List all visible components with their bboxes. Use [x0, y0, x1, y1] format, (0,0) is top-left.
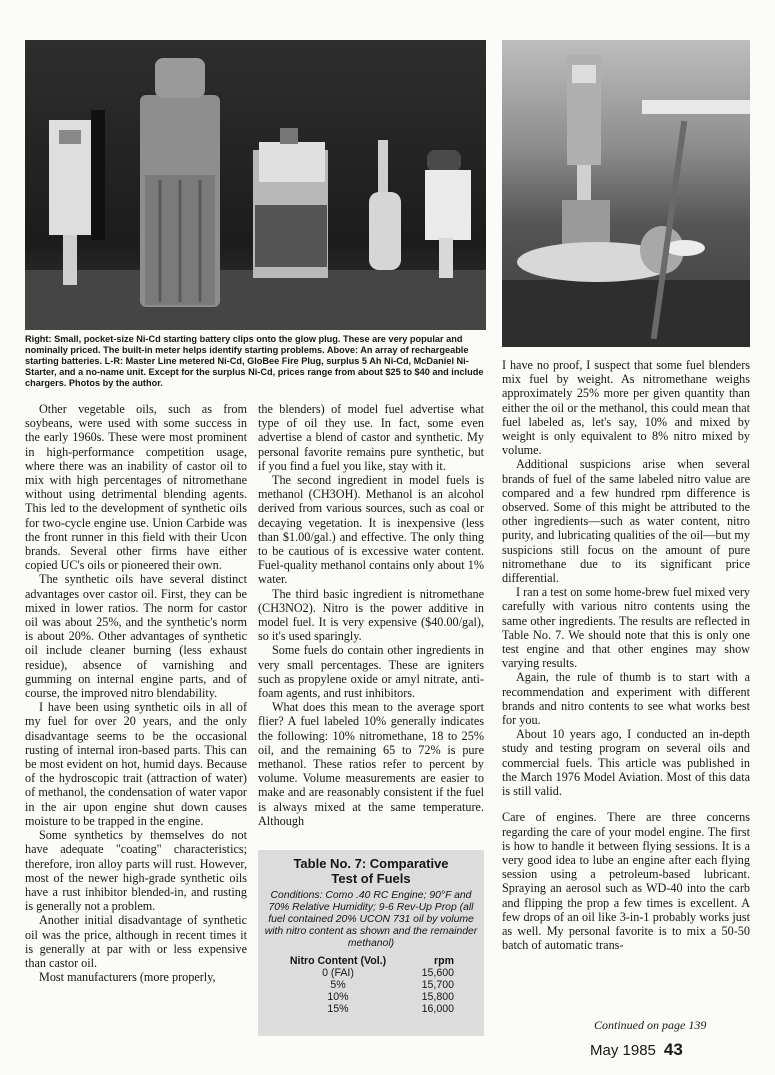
battery-array-illustration: [25, 40, 486, 330]
table-cell-rpm: 15,800: [421, 991, 454, 1003]
paragraph: Most manufacturers (more properly,: [39, 970, 216, 985]
table-title-line: Test of Fuels: [331, 871, 411, 886]
paragraph: The second ingredient in model fuels is methanol (CH3OH). Methanol is an alcohol derived from various sources, such as coal or decaying vegetation. It is inexpensive (less than $1.00/gal.) and effective. The only thing to be cautious of is excessive water content. Fuel-quality methanol contains only about 1% water.: [258, 473, 484, 587]
paragraph: I have no proof, I suspect that some fuel blenders mix fuel by weight. As nitromethane weighs approximately 25% more per given quantity than either the oil or the methanol, this could mean that fuel labeled as, let's say, 10% and mixed by weight is only equivalent to 8% nitro mixed by volume.: [502, 358, 750, 458]
table-row: [258, 967, 484, 979]
page-footer: [590, 1040, 683, 1060]
continued-note: Continued on page 139: [594, 1018, 707, 1032]
paragraph: Again, the rule of thumb is to start with a recommendation and experiment with different brands and nitro contents to see what works best for you.: [502, 670, 750, 728]
paragraph: Another initial disadvantage of synthetic oil was the price, although in recent times it is generally at par with or less expensive than castor oil.: [25, 913, 247, 970]
table-cell-rpm: 15,600: [421, 967, 454, 979]
paragraph: The synthetic oils have several distinct advantages over castor oil. First, they can be mixed in lower ratios. The norm for castor oil was about 25%, and the synthetic's norm is about 20%. Other advantages of synthetic oil include cleaner burning (less exhaust residue), absence of varnishing and gumming on internal engine parts, and of course, the improved nitro blendability.: [25, 572, 247, 701]
table-cell-nitro: 0 (FAI): [322, 967, 354, 979]
paragraph: What does this mean to the average sport flier? A fuel labeled 10% generally indicates the following: 10% nitromethane, 18 to 25% oil, and the remaining 65 to 72% is pure methanol. These ratios refer to percent by volume. Volume measurements are easier to make and are reasonably consistent if the fuel is always mixed at the same temperature. Although: [258, 700, 484, 828]
paragraph: Additional suspicions arise when several brands of fuel of the same labeled nitro value are compared and a few hundred rpm difference is observed. Some of this might be attributed to the other ingredients—such as water content, nitro purity, and lubricating qualities of the oil—but my suspicions still focus on the amount of pure nitromethane due to its significant price differential.: [502, 457, 750, 586]
table-header-nitro: Nitro Content (Vol.): [289, 955, 387, 967]
table-row: [258, 991, 484, 1003]
paragraph: Some synthetics by themselves do not have adequate "coating" characteristics; therefore, iron alloy parts will rust. However, most of the newer high-grade synthetic oils have a rust inhibitor blended-in, and rusting is generally not a problem.: [25, 828, 247, 914]
page-number: 43: [663, 1040, 683, 1059]
mcdaniel-ni-starter-battery: [369, 192, 401, 270]
column-2: [258, 402, 484, 828]
paragraph: Some fuels do contain other ingredients in very small percentages. These are igniters such as propylene oxide or amyl nitrate, anti-foam agents, and rust inhibitors.: [258, 643, 484, 701]
issue-date: May 1985: [590, 1042, 656, 1059]
paragraph: About 10 years ago, I conducted an in-depth study and testing program on several oils and commercial fuels. This article was published in the March 1976 Model Aviation. Most of this data is still valid.: [502, 727, 750, 799]
engine-battery-photo: [502, 40, 750, 347]
table-header-rpm: rpm: [433, 955, 454, 967]
table-title: [258, 856, 484, 886]
fuel-comparison-table: [258, 850, 484, 1036]
paragraph: Other vegetable oils, such as from soybeans, were used with some success in the early 1960s. These were most prominent in high-performance competition usage, where there was an inability of castor oil to mix with high percentages of nitromethane without using detrimental blending agents. This led to the development of synthetic oils for two-cycle engine use. Union Carbide was the front runner in this field with their Ucon brands. Several other firms have either copied UC's oils or pioneered their own.: [25, 402, 247, 573]
table-cell-nitro: 15%: [327, 1003, 349, 1015]
table-row: [258, 1003, 484, 1015]
table-cell-nitro: 5%: [330, 979, 346, 991]
paragraph: the blenders) of model fuel advertise what type of oil they use. In fact, some even advertise a blend of castor and synthetic. My personal favorite remains pure synthetic, but if you find a fuel you like, stay with it.: [258, 402, 484, 473]
table-cell-rpm: 16,000: [421, 1003, 454, 1015]
paragraph: I ran a test on some home-brew fuel mixed very carefully with various nitro contents using the same other ingredients. The results are reflected in Table No. 7. We should note that this is only one test engine and that other engines may show varying results.: [502, 585, 750, 671]
column-3: [502, 358, 750, 952]
paragraph: I have been using synthetic oils in all of my fuel for over 20 years, and the only disadvantage seems to be the occasional rusting of internal iron-based parts. This can be most evident on hot, humid days. Because of the hydroscopic trait (attraction of water) of methanol, the condensation of water vapor in the air upon engine shut down causes moisture to be trapped in the engine.: [25, 700, 247, 828]
table-cell-rpm: 15,700: [421, 979, 454, 991]
table-header-row: [258, 955, 484, 967]
table-cell-nitro: 10%: [327, 991, 349, 1003]
paragraph: Care of engines. There are three concerns regarding the care of your model engine. The first is how to handle it between flying sessions. It is a very good idea to lube an engine after each flying session using a petroleum-based lubricant. Spraying an aerosol such as WD-40 into the carb and flipping the prop a few times is excellent. A few drops of an oil like 3-in-1 probably works just as well. My personal favorite is to mix a 50-50 batch of automatic trans-: [502, 810, 750, 953]
no-name-battery: [425, 170, 471, 240]
battery-array-photo: [25, 40, 486, 330]
engine-illustration: [502, 40, 750, 347]
column-1: [25, 402, 247, 984]
photo-caption: Right: Small, pocket-size Ni-Cd starting battery clips onto the glow plug. These are very popular and nominally priced. The built-in meter helps identify starting problems. Above: An array of rechargeable starting batteries. L-R: Master Line metered Ni-Cd, GloBee Fire Plug, surplus 5 Ah Ni-Cd, McDaniel Ni-Starter, and a no-name unit. Except for the surplus Ni-Cd, prices range from about $25 to $40 and include chargers. Photos by the author.: [25, 334, 484, 388]
table-row: [258, 979, 484, 991]
table-conditions: Conditions: Como .40 RC Engine; 90°F and 70% Relative Humidity; 9-6 Rev-Up Prop (all fuel contained 20% UCON 731 oil by volume with nitro content as shown and the remainder methanol): [264, 890, 478, 949]
paragraph: The third basic ingredient is nitromethane (CH3NO2). Nitro is the power additive in model fuel. It is very expensive ($40.00/gal), so it's used sparingly.: [258, 586, 484, 644]
table-title-line: Table No. 7: Comparative: [293, 856, 449, 871]
